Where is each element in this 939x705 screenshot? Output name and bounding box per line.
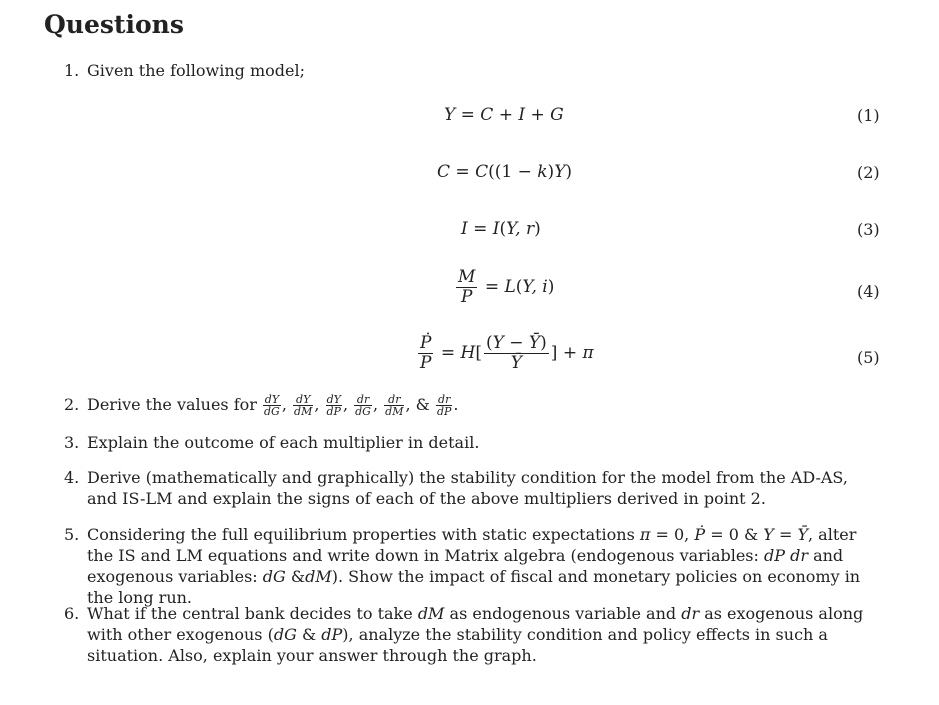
question-number: 5. [64,525,80,544]
question-text: Explain the outcome of each multiplier in detail. [87,433,480,452]
equation-4: $\frac{M}{P}$ = L(Y, i) [458,267,555,307]
equation-3: I = I(Y, r) [461,219,541,239]
question-number: 4. [64,468,80,487]
question-number: 3. [64,433,80,452]
equation-2: C = C((1 − k)Y) [437,162,573,182]
equation-tag-5: (5) [857,348,880,367]
equation-1: Y = C + I + G [444,105,564,125]
equation-5: $\frac{\text{Ṗ}}{P}$ = H[ $\frac{(Y - Ȳ)}{Ȳ}$ ] + π [420,333,594,373]
question-number: 6. [64,604,80,623]
question-number: 2. [64,395,80,414]
question-text: Given the following model; [87,61,305,80]
equation-tag-3: (3) [857,220,880,239]
equation-tag-2: (2) [857,163,880,182]
equation-tag-4: (4) [857,282,880,301]
question-text: Considering the full equilibrium properties with static expectations π = 0, Ṗ = 0 & Y = Ȳ, alter the IS and LM equations and write down in Matrix algebra (endogenous variables: dP dr and exogenous variables: dG &dM). Show the impact of fiscal and monetary policies on economy in the long run. [87,525,861,607]
question-number: 1. [64,61,80,80]
question-text: Derive (mathematically and graphically) the stability condition for the model from the AD-AS, and IS-LM and explain the signs of each of the above multipliers derived in point 2. [87,468,848,508]
question-text: Derive the values for $\frac{dY}{dG}$ , $\frac{dY}{dM}$ , $\frac{dY}{dP}$ , $\frac{dr}{dG}$ , $\frac{dr}{dM}$ , & $\frac{dr}{dP}$ . [87,393,459,418]
question-text: What if the central bank decides to take dM as endogenous variable and dr as exogenous along with other exogenous (dG & dP), analyze the stability condition and policy effects in such a situation. Also, explain your answer through the graph. [87,604,864,665]
page-title: Questions [44,10,184,39]
equation-tag-1: (1) [857,106,880,125]
